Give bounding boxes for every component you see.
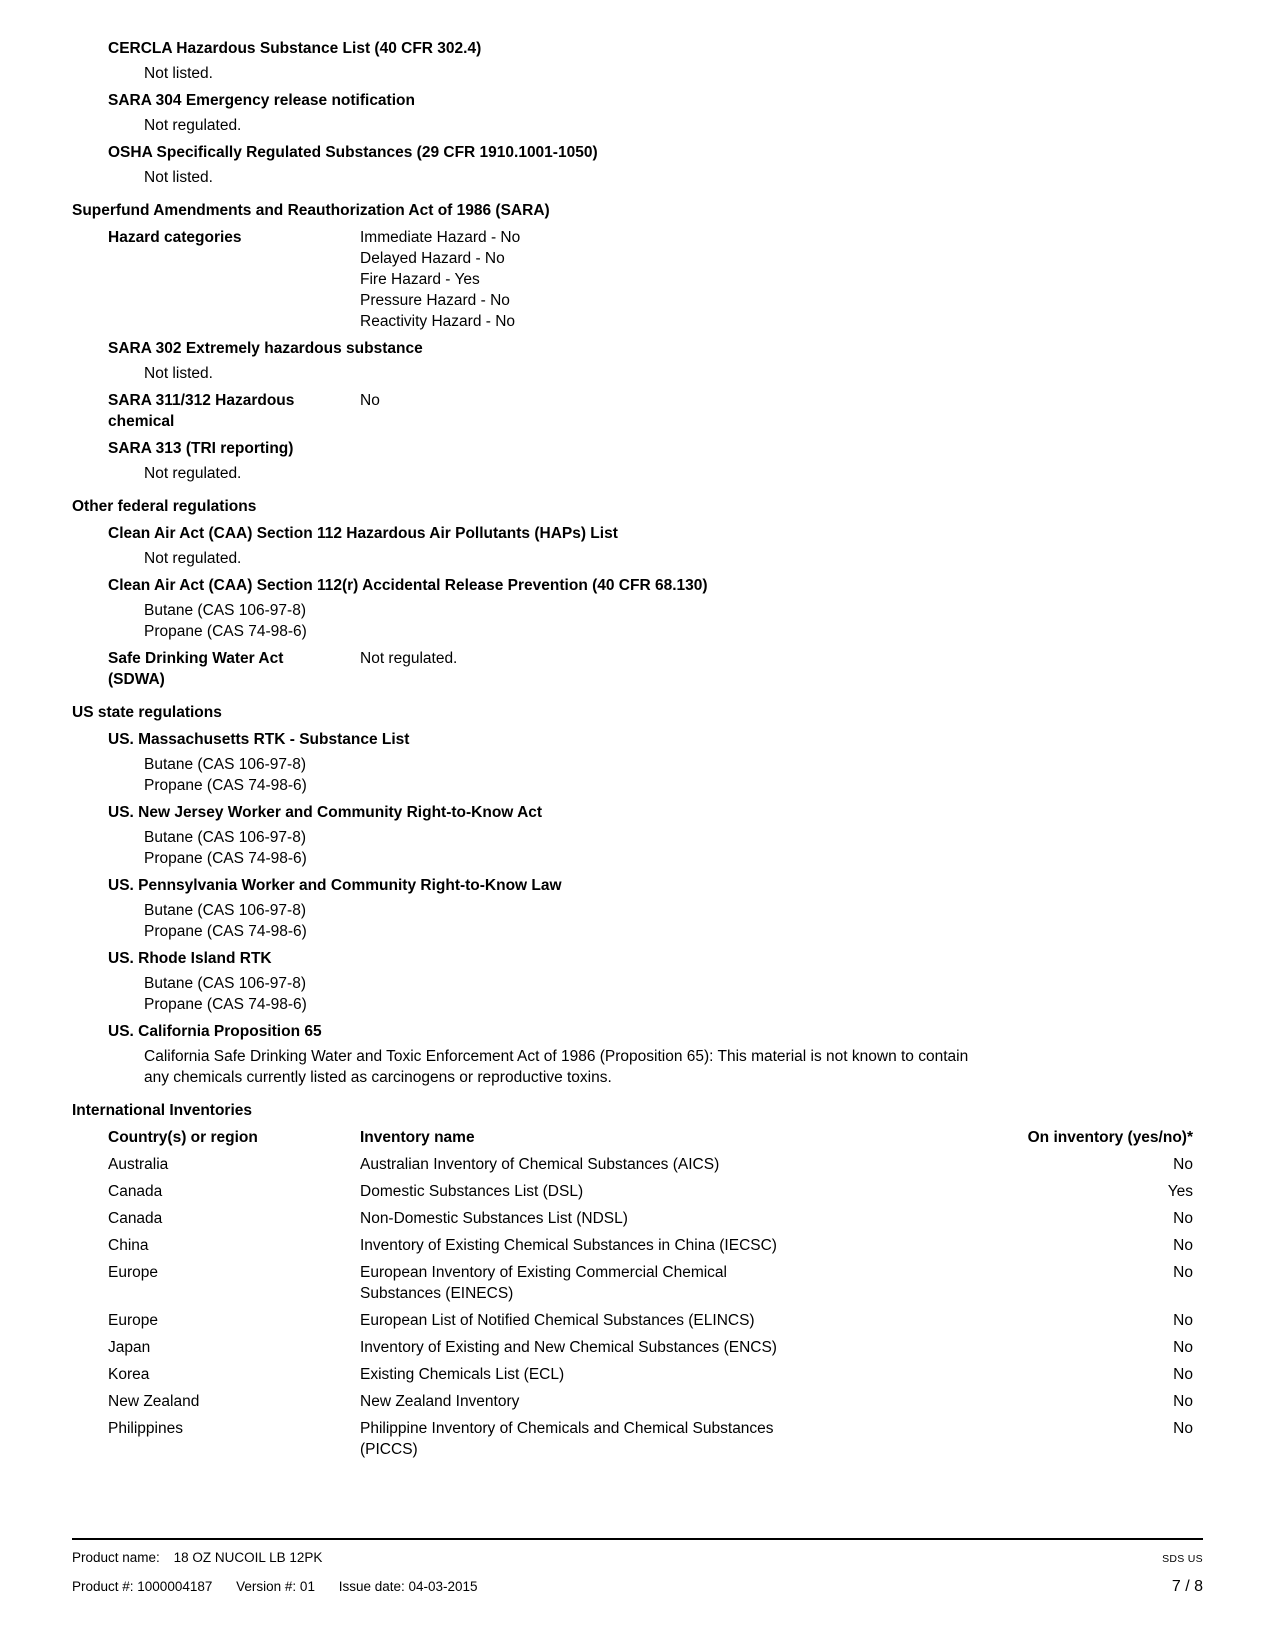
version-number: Version #: 01	[236, 1579, 315, 1594]
statement-line: Propane (CAS 74-98-6)	[144, 850, 307, 867]
statement-line: Not regulated.	[144, 117, 242, 134]
section-heading: US state regulations	[72, 704, 222, 721]
field-value-line: Delayed Hazard - No	[360, 250, 505, 267]
field-label	[108, 390, 360, 432]
section-heading: US. Pennsylvania Worker and Community Right-to-Know Law	[108, 877, 562, 894]
on-inventory-cell: No	[1173, 1393, 1193, 1410]
field-value	[360, 390, 1203, 432]
country-cell: Philippines	[108, 1420, 183, 1437]
field-value-line: Pressure Hazard - No	[360, 292, 510, 309]
country-cell: China	[108, 1237, 149, 1254]
table-row	[108, 1208, 1193, 1229]
page-number: 7 / 8	[1171, 1578, 1203, 1595]
field-value-line: Fire Hazard - Yes	[360, 271, 480, 288]
inventory-line: European List of Notified Chemical Substances (ELINCS)	[360, 1312, 755, 1329]
statement	[144, 900, 1203, 942]
on-inventory-cell: No	[1173, 1237, 1193, 1254]
country-cell: Australia	[108, 1156, 169, 1173]
country-cell: Korea	[108, 1366, 150, 1383]
statement	[144, 754, 1203, 796]
sds-region-tag: SDS US	[1162, 1553, 1203, 1565]
inventory-cell	[360, 1235, 1003, 1256]
inventory-cell	[360, 1337, 1003, 1358]
statement-line: Butane (CAS 106-97-8)	[144, 902, 306, 919]
on-inventory-cell: No	[1173, 1156, 1193, 1173]
product-number: Product #: 1000004187	[72, 1579, 213, 1594]
section-heading: US. Massachusetts RTK - Substance List	[108, 731, 410, 748]
statement-line: any chemicals currently listed as carcinogens or reproductive toxins.	[144, 1069, 612, 1086]
statement-line: Not listed.	[144, 365, 213, 382]
field-row	[72, 227, 1203, 332]
field-value-line: Reactivity Hazard - No	[360, 313, 516, 330]
field-row	[72, 390, 1203, 432]
section-heading: SARA 304 Emergency release notification	[108, 92, 415, 109]
country-cell: Europe	[108, 1264, 158, 1281]
section-heading: US. New Jersey Worker and Community Right-to-Know Act	[108, 804, 543, 821]
section-heading: Superfund Amendments and Reauthorization Act of 1986 (SARA)	[72, 202, 550, 219]
statement-line: Not regulated.	[144, 550, 242, 567]
statement-line: Not regulated.	[144, 465, 242, 482]
table-row	[108, 1337, 1193, 1358]
field-row	[72, 648, 1203, 690]
statement	[144, 973, 1203, 1015]
section-heading: US. California Proposition 65	[108, 1023, 322, 1040]
section-heading: International Inventories	[72, 1102, 253, 1119]
field-label-line: SARA 311/312 Hazardous	[108, 392, 295, 409]
statement	[144, 115, 1203, 136]
inventory-line: (PICCS)	[360, 1441, 418, 1458]
country-cell: Canada	[108, 1210, 163, 1227]
statement	[144, 548, 1203, 569]
on-inventory-cell: No	[1173, 1264, 1193, 1281]
table-row	[108, 1262, 1193, 1304]
section-heading: CERCLA Hazardous Substance List (40 CFR 302.4)	[108, 40, 482, 57]
footer-line-1	[72, 1548, 1203, 1569]
international-inventories-table	[108, 1127, 1193, 1460]
inventory-cell	[360, 1208, 1003, 1229]
section-heading: SARA 302 Extremely hazardous substance	[108, 340, 423, 357]
field-value	[360, 648, 1203, 690]
country-cell: New Zealand	[108, 1393, 200, 1410]
inventory-line: Inventory of Existing Chemical Substances in China (IECSC)	[360, 1237, 777, 1254]
statement-line: Propane (CAS 74-98-6)	[144, 996, 307, 1013]
statement-line: California Safe Drinking Water and Toxic Enforcement Act of 1986 (Proposition 65): This material is not known to contain	[144, 1048, 969, 1065]
column-header-on-inventory: On inventory (yes/no)*	[1027, 1129, 1193, 1146]
statement-line: Butane (CAS 106-97-8)	[144, 829, 306, 846]
table-row	[108, 1235, 1193, 1256]
statement	[144, 1046, 1203, 1088]
statement-line: Not listed.	[144, 65, 213, 82]
statement-line: Propane (CAS 74-98-6)	[144, 923, 307, 940]
field-value-line: Not regulated.	[360, 650, 458, 667]
inventory-cell	[360, 1391, 1003, 1412]
field-label-line: Hazard categories	[108, 229, 242, 246]
inventory-line: European Inventory of Existing Commercial Chemical	[360, 1264, 727, 1281]
inventory-line: Existing Chemicals List (ECL)	[360, 1366, 565, 1383]
statement-line: Butane (CAS 106-97-8)	[144, 756, 306, 773]
table-row	[108, 1391, 1193, 1412]
field-label-line: (SDWA)	[108, 671, 165, 688]
on-inventory-cell: No	[1173, 1312, 1193, 1329]
inventory-line: Domestic Substances List (DSL)	[360, 1183, 584, 1200]
product-name-value: 18 OZ NUCOIL LB 12PK	[173, 1550, 323, 1565]
statement	[144, 600, 1203, 642]
inventory-line: Philippine Inventory of Chemicals and Chemical Substances	[360, 1420, 774, 1437]
inventory-cell	[360, 1154, 1003, 1175]
statement-line: Butane (CAS 106-97-8)	[144, 602, 306, 619]
field-value	[360, 227, 1203, 332]
inventory-cell	[360, 1181, 1003, 1202]
section-heading: Clean Air Act (CAA) Section 112(r) Accidental Release Prevention (40 CFR 68.130)	[108, 577, 708, 594]
on-inventory-cell: No	[1173, 1210, 1193, 1227]
section-heading: Clean Air Act (CAA) Section 112 Hazardous Air Pollutants (HAPs) List	[108, 525, 618, 542]
issue-date: Issue date: 04-03-2015	[338, 1579, 478, 1594]
country-cell: Canada	[108, 1183, 163, 1200]
document-meta-group	[72, 1577, 498, 1596]
field-label	[108, 227, 360, 332]
field-label-line: Safe Drinking Water Act	[108, 650, 284, 667]
column-header-inventory: Inventory name	[360, 1129, 475, 1146]
page-footer	[72, 1538, 1203, 1596]
section-heading: US. Rhode Island RTK	[108, 950, 272, 967]
table-row	[108, 1181, 1193, 1202]
inventory-cell	[360, 1364, 1003, 1385]
regulatory-content	[72, 38, 1203, 1121]
inventory-line: Australian Inventory of Chemical Substances (AICS)	[360, 1156, 720, 1173]
inventory-cell	[360, 1262, 1003, 1304]
statement	[144, 167, 1203, 188]
inventory-line: Substances (EINECS)	[360, 1285, 514, 1302]
field-label	[108, 648, 360, 690]
statement-line: Butane (CAS 106-97-8)	[144, 975, 306, 992]
on-inventory-cell: No	[1173, 1420, 1193, 1437]
column-header-country: Country(s) or region	[108, 1129, 258, 1146]
table-row	[108, 1154, 1193, 1175]
product-name-group	[72, 1548, 342, 1567]
statement-line: Propane (CAS 74-98-6)	[144, 777, 307, 794]
on-inventory-cell: Yes	[1167, 1183, 1193, 1200]
table-row	[108, 1310, 1193, 1331]
inventory-cell	[360, 1310, 1003, 1331]
table-row	[108, 1364, 1193, 1385]
statement-line: Propane (CAS 74-98-6)	[144, 623, 307, 640]
inventory-cell	[360, 1418, 1003, 1460]
inventory-line: Inventory of Existing and New Chemical Substances (ENCS)	[360, 1339, 777, 1356]
statement	[144, 827, 1203, 869]
on-inventory-cell: No	[1173, 1366, 1193, 1383]
inventory-line: Non-Domestic Substances List (NDSL)	[360, 1210, 628, 1227]
field-value-line: Immediate Hazard - No	[360, 229, 521, 246]
statement	[144, 63, 1203, 84]
section-heading: Other federal regulations	[72, 498, 257, 515]
footer-divider	[72, 1538, 1203, 1540]
table-row	[108, 1418, 1193, 1460]
field-value-line: No	[360, 392, 380, 409]
section-heading: SARA 313 (TRI reporting)	[108, 440, 294, 457]
statement	[144, 363, 1203, 384]
on-inventory-cell: No	[1173, 1339, 1193, 1356]
country-cell: Japan	[108, 1339, 151, 1356]
country-cell: Europe	[108, 1312, 158, 1329]
inventory-line: New Zealand Inventory	[360, 1393, 520, 1410]
field-label-line: chemical	[108, 413, 175, 430]
section-heading: OSHA Specifically Regulated Substances (29 CFR 1910.1001-1050)	[108, 144, 598, 161]
statement-line: Not listed.	[144, 169, 213, 186]
product-name-label: Product name:	[72, 1550, 160, 1565]
footer-line-2	[72, 1577, 1203, 1596]
table-header-row	[108, 1127, 1193, 1148]
statement	[144, 463, 1203, 484]
